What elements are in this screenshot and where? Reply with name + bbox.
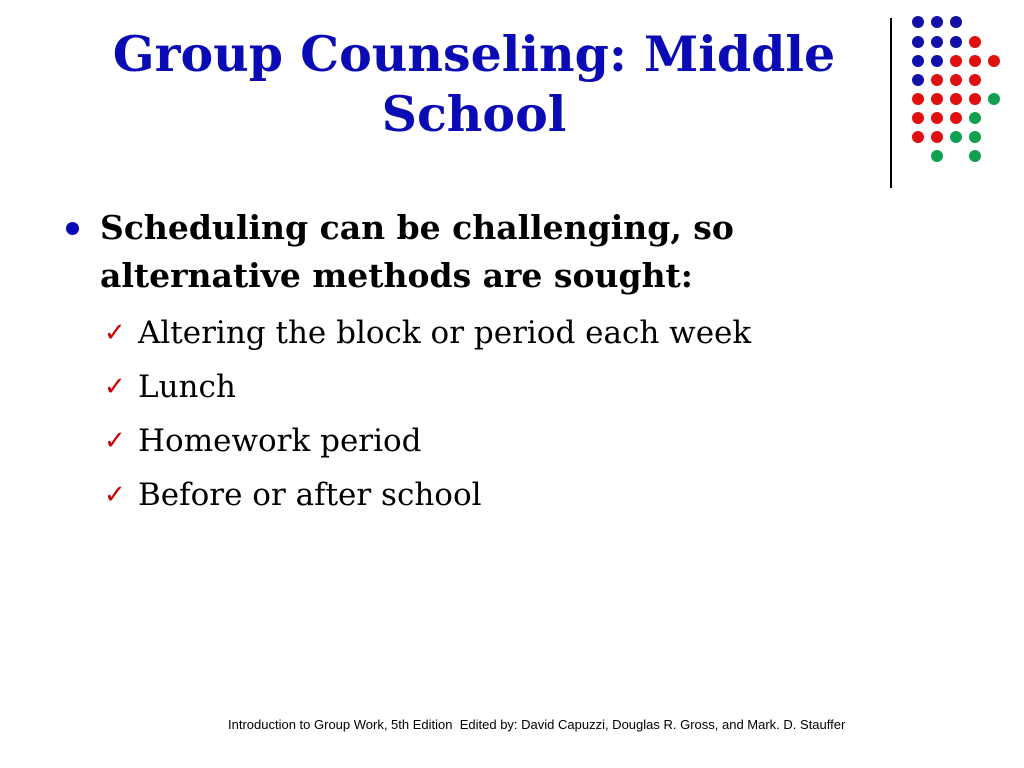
sub-bullet-text: Homework period: [138, 423, 422, 459]
vertical-divider: [890, 18, 892, 188]
sub-bullet-text: Lunch: [138, 369, 236, 405]
dot: [931, 74, 943, 86]
dot: [950, 112, 962, 124]
dot: [931, 150, 943, 162]
dot: [912, 16, 924, 28]
dot: [950, 93, 962, 105]
dot: [950, 36, 962, 48]
bullet-dot-icon: [66, 222, 79, 235]
dot: [912, 112, 924, 124]
dot: [969, 131, 981, 143]
dot: [931, 93, 943, 105]
dot: [912, 36, 924, 48]
sub-bullet-text: Before or after school: [138, 477, 482, 513]
dot: [931, 16, 943, 28]
sub-bullet-list: [104, 306, 886, 522]
dot: [988, 55, 1000, 67]
dot: [950, 55, 962, 67]
slide-footer: Introduction to Group Work, 5th Edition Edited by: David Capuzzi, Douglas R. Gross, and Mark. D. Stauffer: [228, 717, 846, 732]
sub-bullet-item: [104, 306, 886, 360]
dot: [969, 36, 981, 48]
dot: [912, 74, 924, 86]
main-bullet: [66, 204, 886, 300]
dot: [969, 93, 981, 105]
checkmark-icon: ✓: [104, 318, 126, 348]
dot: [931, 36, 943, 48]
dot: [912, 131, 924, 143]
dot: [969, 74, 981, 86]
dot: [931, 55, 943, 67]
dot: [988, 93, 1000, 105]
dot: [950, 74, 962, 86]
dot: [969, 150, 981, 162]
sub-bullet-item: [104, 468, 886, 522]
dot: [969, 112, 981, 124]
slide-body: [66, 204, 886, 522]
dot: [931, 112, 943, 124]
sub-bullet-item: [104, 414, 886, 468]
dot: [931, 131, 943, 143]
checkmark-icon: ✓: [104, 480, 126, 510]
dot: [969, 55, 981, 67]
slide-title: Group Counseling: Middle School: [112, 25, 836, 143]
dot: [950, 131, 962, 143]
checkmark-icon: ✓: [104, 426, 126, 456]
dot: [912, 55, 924, 67]
main-bullet-text: Scheduling can be challenging, so alternative methods are sought:: [100, 208, 734, 295]
dot-grid-icon: [906, 12, 1016, 172]
dot: [912, 93, 924, 105]
sub-bullet-text: Altering the block or period each week: [138, 315, 752, 351]
sub-bullet-item: [104, 360, 886, 414]
dot: [950, 16, 962, 28]
checkmark-icon: ✓: [104, 372, 126, 402]
